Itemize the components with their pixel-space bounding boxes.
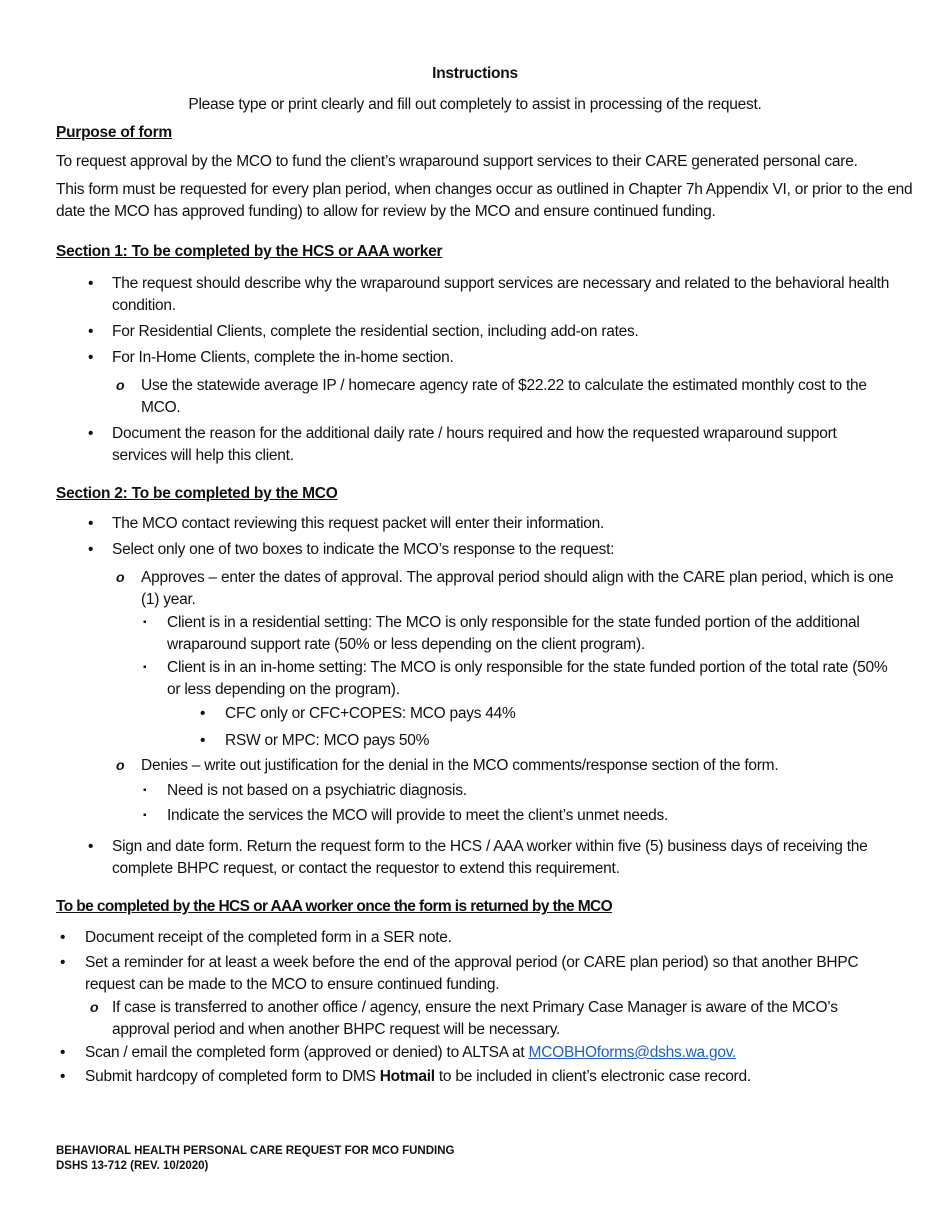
circle-bullet-icon: o — [116, 757, 125, 773]
section2-heading: Section 2: To be completed by the MCO — [56, 485, 338, 502]
purpose-paragraph-2: This form must be requested for every plan period, when changes occur as outlined in Chapter 7h Appendix VI, or prior to the end date the MCO has approved funding) to allow for review by the MCO and ensure continued funding. — [56, 181, 913, 220]
list-item: Indicate the services the MCO will provide to meet the client’s unmet needs. — [167, 807, 669, 824]
list-item: Select only one of two boxes to indicate the MCO’s response to the request: — [112, 541, 615, 558]
list-item: For In-Home Clients, complete the in-home section. — [112, 349, 454, 366]
list-item-text: Scan / email the completed form (approved or denied) to ALTSA at — [85, 1044, 529, 1061]
bullet-icon: • — [88, 425, 94, 442]
list-item: Need is not based on a psychiatric diagnosis. — [167, 782, 467, 799]
bullet-icon: • — [60, 954, 66, 971]
bullet-icon: • — [60, 1068, 66, 1085]
hotmail-text: Hotmail — [379, 1068, 435, 1085]
square-bullet-icon: ▪ — [143, 810, 147, 821]
list-item: RSW or MPC: MCO pays 50% — [225, 732, 430, 749]
list-item — [85, 1066, 751, 1088]
list-item: Sign and date form. Return the request form to the HCS / AAA worker within five (5) business days of receiving the complete BHPC request, or contact the requestor to extend this requirement. — [112, 838, 868, 877]
purpose-heading: Purpose of form — [56, 124, 172, 141]
bullet-icon: • — [88, 323, 94, 340]
list-item: Denies – write out justification for the denial in the MCO comments/response section of the form. — [141, 757, 779, 774]
list-item-text: to be included in client’s electronic case record. — [434, 1068, 751, 1085]
bullet-icon: • — [60, 929, 66, 946]
list-item-text: Submit hardcopy of completed form to DMS — [85, 1068, 380, 1085]
square-bullet-icon: ▪ — [143, 785, 147, 796]
bullet-icon: • — [88, 541, 94, 558]
bullet-icon: • — [88, 275, 94, 292]
square-bullet-icon: ▪ — [143, 662, 147, 673]
section3-heading: To be completed by the HCS or AAA worker once the form is returned by the MCO — [56, 898, 613, 915]
list-item: Approves – enter the dates of approval. The approval period should align with the CARE plan period, which is one (1) year. — [141, 569, 894, 608]
bullet-icon: • — [88, 515, 94, 532]
list-item — [85, 1042, 736, 1064]
list-item: Set a reminder for at least a week before the end of the approval period (or CARE plan period) so that another BHPC request can be made to the MCO to ensure continued funding. — [85, 954, 859, 993]
bullet-icon: • — [88, 349, 94, 366]
purpose-paragraph-1: To request approval by the MCO to fund the client’s wraparound support services to their CARE generated personal care. — [56, 153, 858, 170]
list-item: Document receipt of the completed form in a SER note. — [85, 929, 452, 946]
circle-bullet-icon: o — [116, 569, 125, 585]
bullet-icon: • — [88, 838, 94, 855]
list-item: For Residential Clients, complete the residential section, including add-on rates. — [112, 323, 639, 340]
page-title: Instructions — [432, 65, 518, 82]
list-item: If case is transferred to another office / agency, ensure the next Primary Case Manager is aware of the MCO’s approval period and when another BHPC request will be necessary. — [112, 999, 838, 1038]
list-item: The request should describe why the wraparound support services are necessary and related to the behavioral health condition. — [112, 275, 890, 314]
circle-bullet-icon: o — [90, 999, 99, 1015]
footer-form-number: DSHS 13-712 (REV. 10/2020) — [56, 1160, 209, 1172]
section1-heading: Section 1: To be completed by the HCS or AAA worker — [56, 243, 443, 260]
list-item: The MCO contact reviewing this request packet will enter their information. — [112, 515, 605, 532]
square-bullet-icon: ▪ — [143, 617, 147, 628]
footer-form-title: BEHAVIORAL HEALTH PERSONAL CARE REQUEST FOR MCO FUNDING — [56, 1145, 455, 1157]
bullet-icon: • — [200, 705, 206, 722]
bullet-icon: • — [60, 1044, 66, 1061]
subtitle: Please type or print clearly and fill out completely to assist in processing of the request. — [188, 96, 762, 113]
list-item: CFC only or CFC+COPES: MCO pays 44% — [225, 705, 516, 722]
list-item: Document the reason for the additional daily rate / hours required and how the requested wraparound support services will help this client. — [112, 425, 837, 464]
list-item: Client is in a residential setting: The MCO is only responsible for the state funded portion of the additional wraparound support rate (50% or less depending on the client program). — [167, 614, 860, 653]
bullet-icon: • — [200, 732, 206, 749]
list-item: Client is in an in-home setting: The MCO is only responsible for the state funded portion of the total rate (50% or less depending on the program). — [167, 659, 888, 698]
email-link[interactable]: MCOBHOforms@dshs.wa.gov. — [528, 1044, 737, 1061]
circle-bullet-icon: o — [116, 377, 125, 393]
list-item: Use the statewide average IP / homecare agency rate of $22.22 to calculate the estimated monthly cost to the MCO. — [141, 377, 867, 416]
